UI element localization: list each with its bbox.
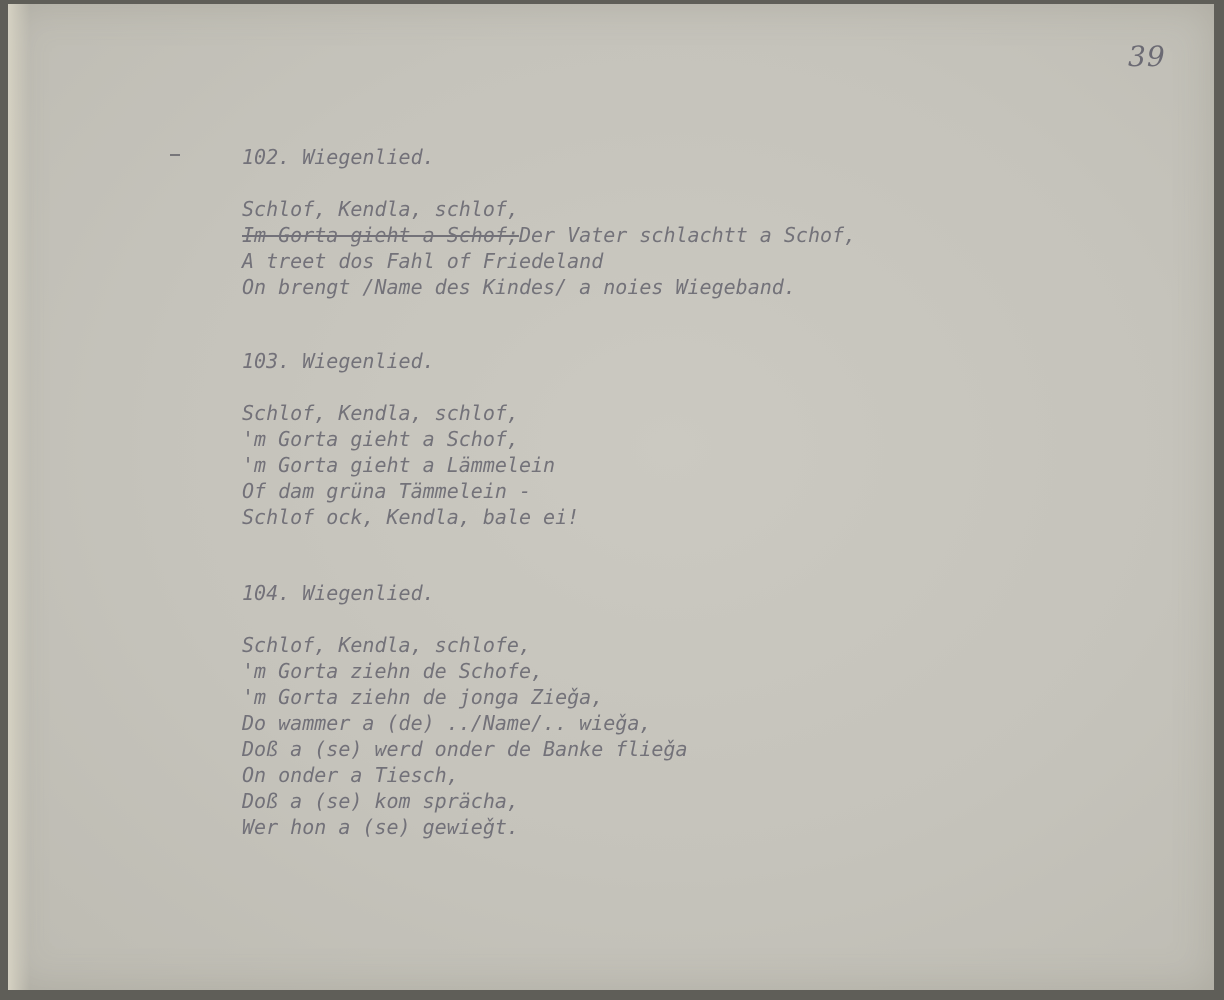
page-number: 39	[1128, 40, 1166, 73]
verse-line: A treet dos Fahl of Friedeland	[242, 249, 604, 273]
document-page	[8, 4, 1214, 990]
song-102	[242, 144, 856, 300]
verse-line-with-correction	[242, 222, 856, 248]
song-title: 103. Wiegenlied.	[242, 349, 435, 373]
verse-line: 'm Gorta gieht a Schof,	[242, 427, 519, 451]
margin-mark	[170, 154, 180, 156]
song-104	[242, 580, 688, 840]
verse-line: Wer hon a (se) gewieǧt.	[242, 815, 519, 839]
verse-line: Doß a (se) werd onder de Banke flieǧa	[242, 737, 688, 761]
verse-line: Schlof, Kendla, schlofe,	[242, 633, 531, 657]
verse-line: 'm Gorta ziehn de Schofe,	[242, 659, 544, 683]
verse-line: Doß a (se) kom sprächa,	[242, 789, 519, 813]
struck-through-text: Im-Gorta-gieht-a-Schof;	[242, 223, 519, 247]
verse-line: Schlof, Kendla, schlof,	[242, 197, 519, 221]
verse-line: Do wammer a (de) ../Name/.. wieǧa,	[242, 711, 652, 735]
verse-line: Schlof, Kendla, schlof,	[242, 401, 519, 425]
song-title: 104. Wiegenlied.	[242, 581, 435, 605]
paper-edge	[8, 4, 30, 990]
verse-line: On onder a Tiesch,	[242, 763, 459, 787]
song-103	[242, 348, 579, 530]
verse-line: 'm Gorta gieht a Lämmelein	[242, 453, 556, 477]
verse-line-rest: Der Vater schlachtt a Schof,	[518, 223, 857, 247]
song-title: 102. Wiegenlied.	[242, 145, 435, 169]
verse-line: Of dam grüna Tämmelein -	[242, 479, 531, 503]
verse-line: On brengt /Name des Kindes/ a noies Wiegeband.	[242, 275, 796, 299]
verse-line: 'm Gorta ziehn de jonga Zieǧa,	[242, 685, 604, 709]
verse-line: Schlof ock, Kendla, bale ei!	[242, 505, 580, 529]
